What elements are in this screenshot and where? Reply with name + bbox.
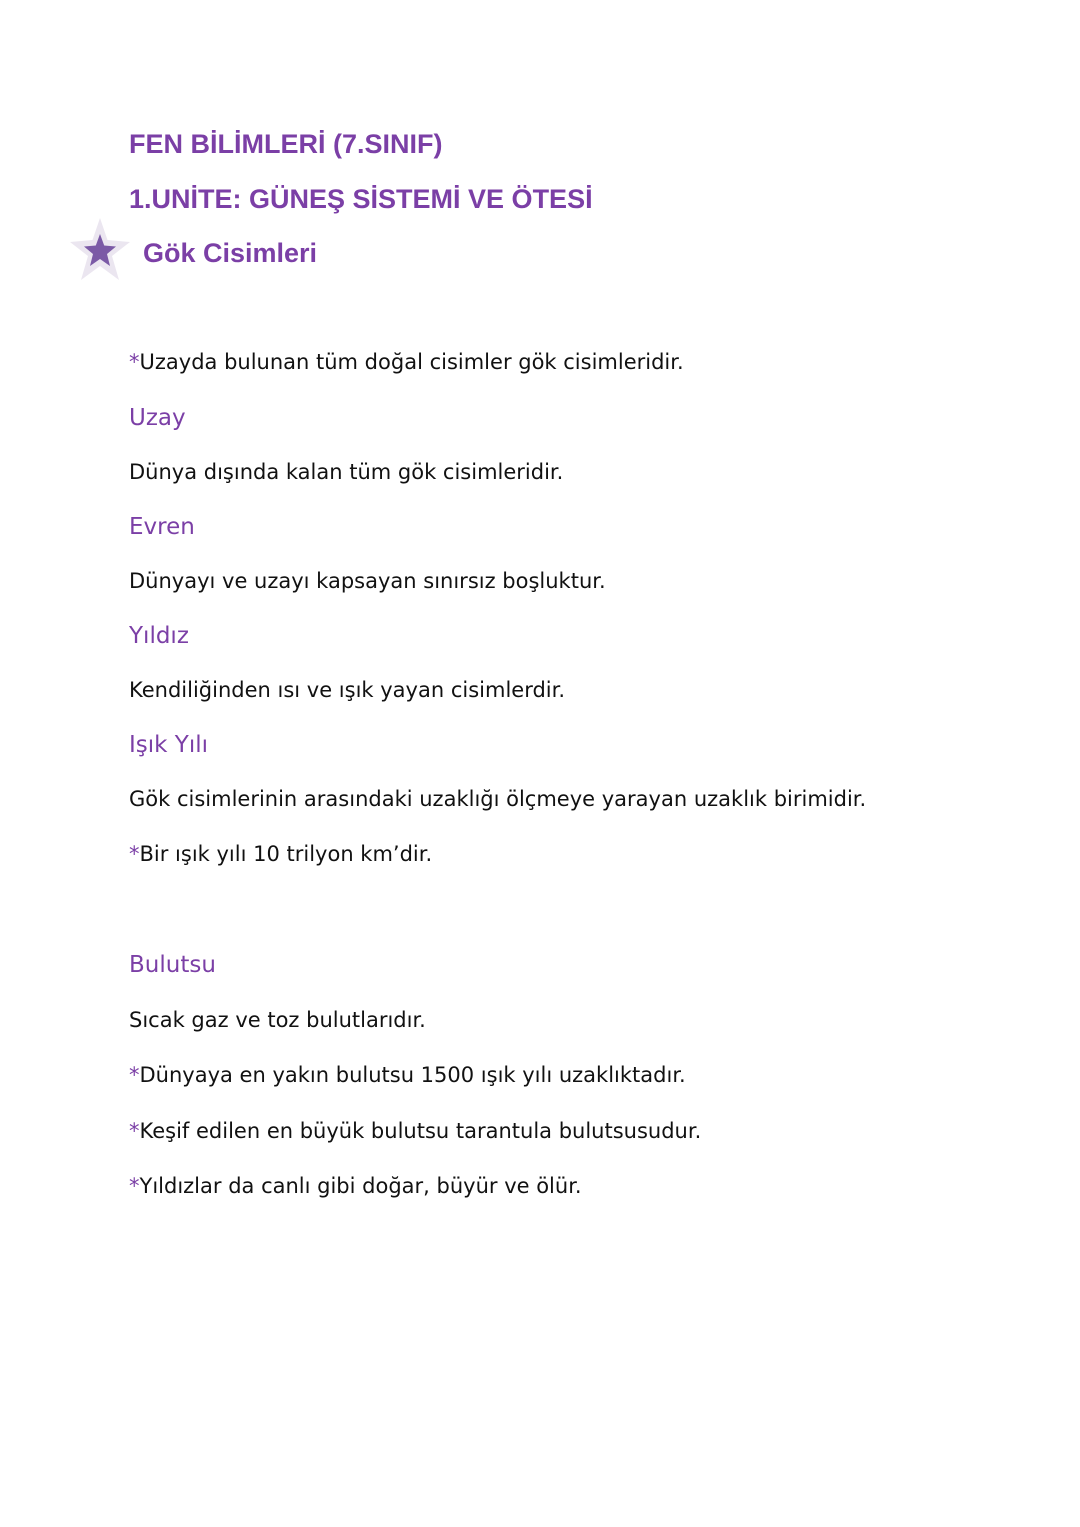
definition-bulutsu: Sıcak gaz ve toz bulutlarıdır. [129, 1008, 426, 1032]
nebula-note-text: Keşif edilen en büyük bulutsu tarantula bulutsusudur. [139, 1119, 702, 1143]
bullet-asterisk: * [129, 1174, 140, 1198]
definition-isik-yili: Gök cisimlerinin arasındaki uzaklığı ölçmeye yarayan uzaklık birimidir. [129, 787, 867, 811]
bullet-asterisk: * [129, 1119, 140, 1143]
unit-title: 1.UNİTE: GÜNEŞ SİSTEMİ VE ÖTESİ [129, 184, 593, 214]
term-isik-yili: Işık Yılı [129, 732, 209, 758]
intro-line [129, 352, 684, 373]
bullet-asterisk: * [129, 842, 140, 866]
course-title: FEN BİLİMLERİ (7.SINIF) [129, 129, 443, 159]
nebula-note [129, 1121, 701, 1142]
bullet-asterisk: * [129, 350, 140, 374]
bullet-asterisk: * [129, 1063, 140, 1087]
star-icon [70, 212, 130, 282]
nebula-note [129, 1065, 686, 1086]
term-evren: Evren [129, 514, 195, 540]
section-title: Gök Cisimleri [143, 238, 318, 268]
term-uzay: Uzay [129, 405, 186, 431]
nebula-note-text: Yıldızlar da canlı gibi doğar, büyür ve ölür. [139, 1174, 582, 1198]
definition-evren: Dünyayı ve uzayı kapsayan sınırsız boşluktur. [129, 569, 606, 593]
nebula-note [129, 1176, 582, 1197]
light-year-note [129, 844, 432, 865]
intro-text: Uzayda bulunan tüm doğal cisimler gök cisimleridir. [139, 350, 684, 374]
nebula-note-text: Dünyaya en yakın bulutsu 1500 ışık yılı uzaklıktadır. [139, 1063, 686, 1087]
definition-yildiz: Kendiliğinden ısı ve ışık yayan cisimlerdir. [129, 678, 566, 702]
term-yildiz: Yıldız [129, 623, 189, 649]
term-bulutsu: Bulutsu [129, 952, 216, 978]
light-year-note-text: Bir ışık yılı 10 trilyon km’dir. [139, 842, 433, 866]
definition-uzay: Dünya dışında kalan tüm gök cisimleridir. [129, 460, 564, 484]
